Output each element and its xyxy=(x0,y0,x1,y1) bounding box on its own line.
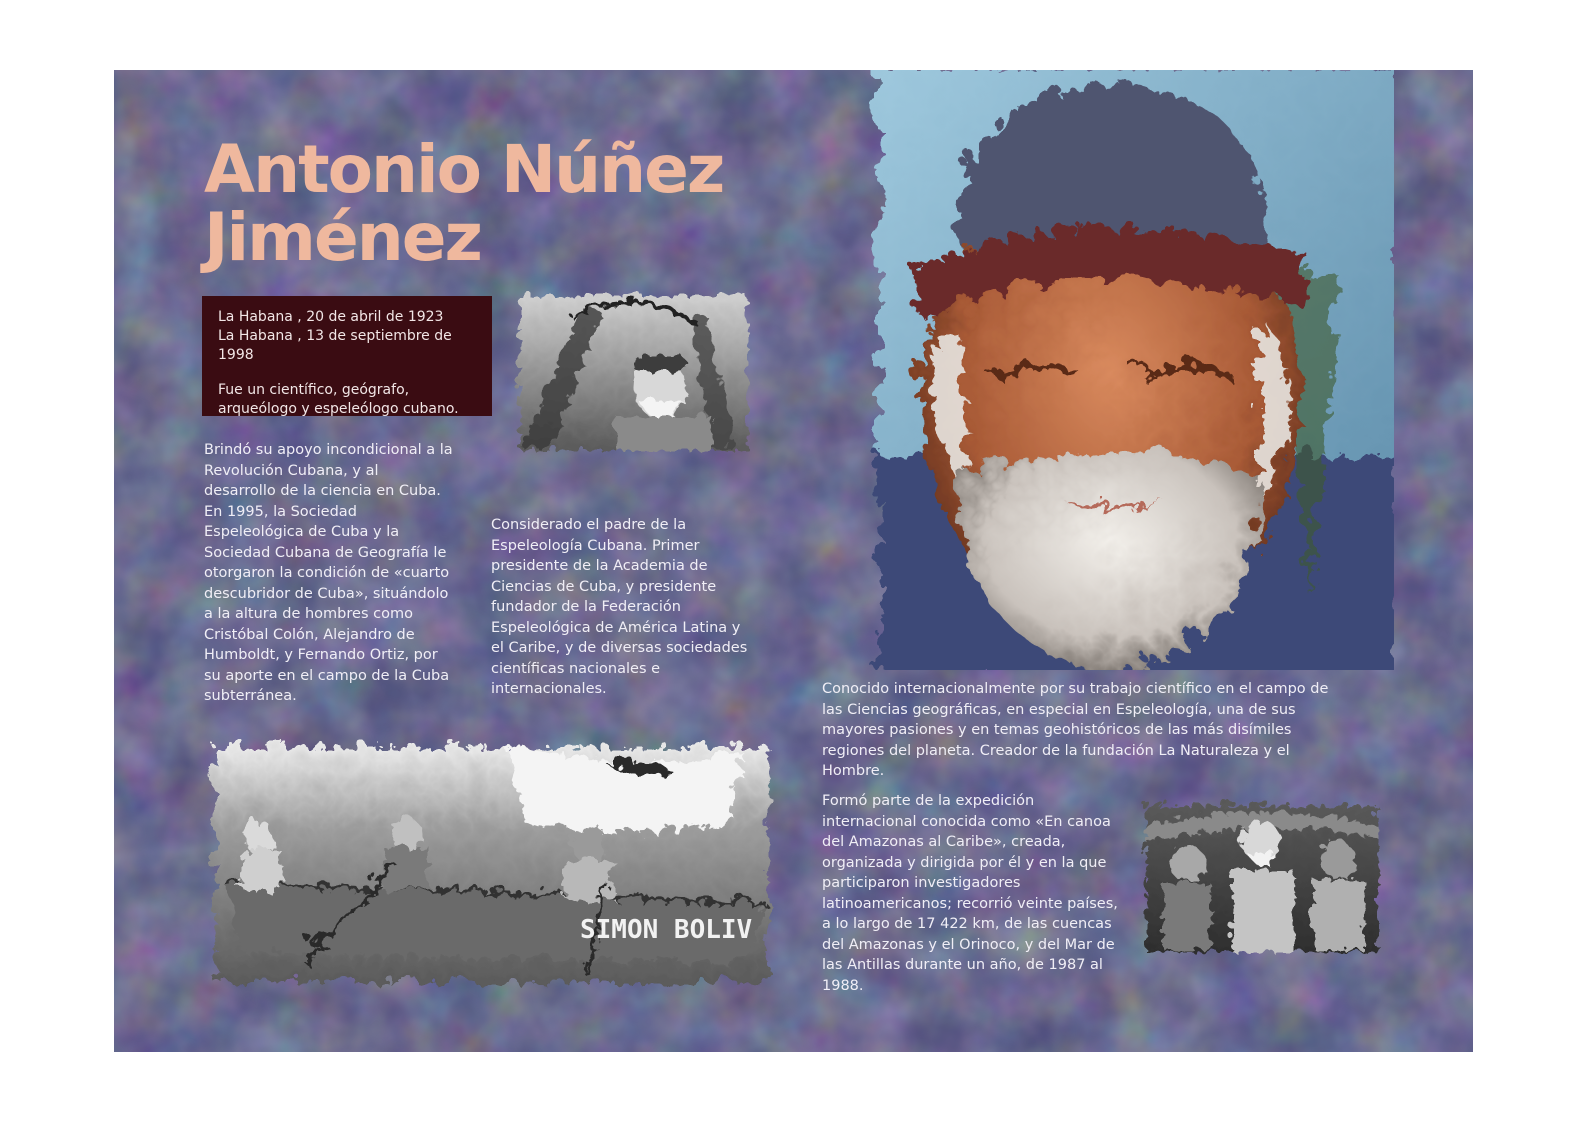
summary-line-1: Fue un científico, geógrafo, xyxy=(218,382,410,398)
photo-canoe-expedition xyxy=(200,728,774,990)
paragraph-expedition: Formó parte de la expedición internacional conocida como «En canoa del Amazonas al Caribe», creada, organizada y dirigida por él y en la que participaron investigadores latinoamericanos; recorrió veinte países, a lo largo de 17 422 km, de las cuencas del Amazonas y el Orinoco, y del Mar de las Antillas durante un año, de 1987 al 1988. xyxy=(822,793,1118,994)
birth-date: La Habana , 20 de abril de 1923 xyxy=(218,309,444,325)
paragraph-father-speleology: Considerado el padre de la Espeleología Cubana. Primer presidente de la Academia de Ciencias de Cuba, y presidente fundador de la Federación Espeleológica de América Latina y el Caribe, y de diversas sociedades científicas nacionales e internacionales. xyxy=(491,517,748,697)
title-second-line: Jiménez xyxy=(204,199,481,276)
photo-main-portrait xyxy=(834,70,1394,670)
title-first-line: Antonio Núñez xyxy=(204,131,724,208)
photo-group-amazon xyxy=(1134,794,1382,956)
page-title xyxy=(204,131,724,276)
paragraph-international-work: Conocido internacionalmente por su trabajo científico en el campo de las Ciencias geográficas, en especial en Espeleología, una de sus mayores pasiones y en temas geohistóricos de las más disímiles regiones del planeta. Creador de la fundación La Naturaleza y el Hombre. xyxy=(822,681,1329,779)
biography-info-box xyxy=(202,296,492,416)
paragraph-revolution: Brindó su apoyo incondicional a la Revolución Cubana, y al desarrollo de la ciencia en Cuba. En 1995, la Sociedad Espeleológica de Cuba y la Sociedad Cubana de Geografía le otorgaron la condición de «cuarto descubridor de Cuba», situándolo a la altura de hombres como Cristóbal Colón, Alejandro de Humboldt, y Fernando Ortiz, por su aporte en el campo de la Cuba subterránea. xyxy=(204,442,453,704)
death-date: La Habana , 13 de septiembre de 1998 xyxy=(218,328,452,363)
poster xyxy=(114,70,1473,1052)
summary-line-2: arqueólogo y espeleólogo cubano. xyxy=(218,401,459,417)
photo-boat-portrait xyxy=(508,284,750,454)
canoe-lettering: SIMON BOLIV xyxy=(580,915,753,945)
